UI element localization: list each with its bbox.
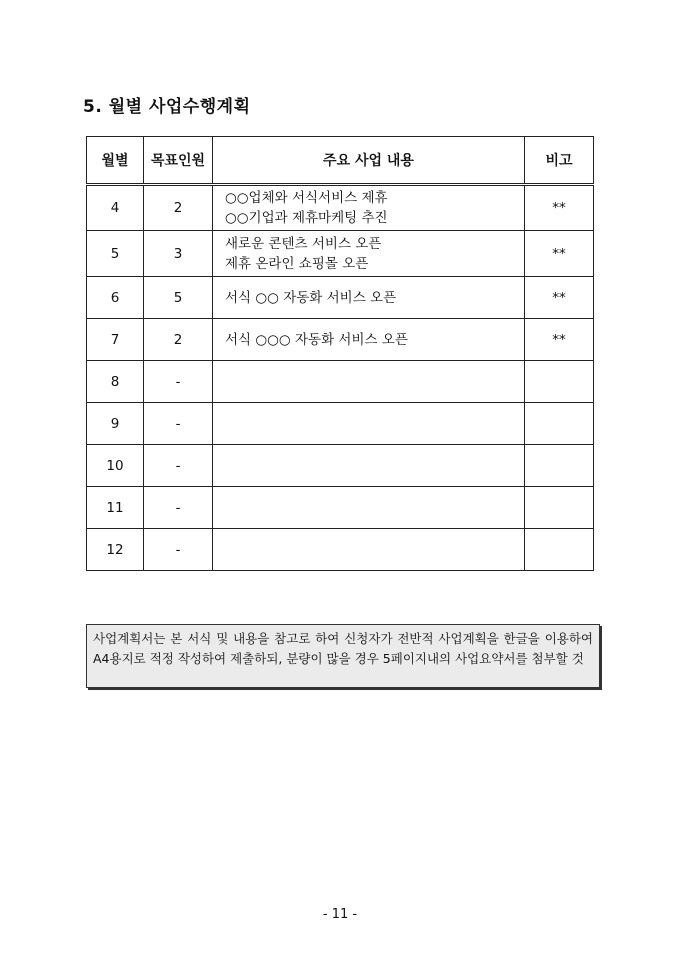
content-cell bbox=[213, 185, 525, 231]
note-cell: ** bbox=[525, 277, 594, 319]
note-cell bbox=[525, 487, 594, 529]
target-cell: - bbox=[144, 445, 213, 487]
content-line: 제휴 온라인 쇼핑몰 오픈 bbox=[225, 255, 369, 272]
month-cell: 9 bbox=[87, 403, 144, 445]
section-title: 5. 월별 사업수행계획 bbox=[83, 97, 251, 117]
target-cell: - bbox=[144, 403, 213, 445]
month-cell: 6 bbox=[87, 277, 144, 319]
content-cell bbox=[213, 319, 525, 361]
table-row bbox=[87, 487, 594, 529]
table-row bbox=[87, 529, 594, 571]
content-cell bbox=[213, 277, 525, 319]
content-line: 서식 ○○○ 자동화 서비스 오픈 bbox=[225, 331, 408, 348]
target-cell: - bbox=[144, 487, 213, 529]
target-cell: 2 bbox=[144, 319, 213, 361]
month-cell: 5 bbox=[87, 231, 144, 277]
header-target: 목표인원 bbox=[144, 137, 213, 185]
table-row bbox=[87, 277, 594, 319]
header-month: 월별 bbox=[87, 137, 144, 185]
table-row bbox=[87, 185, 594, 231]
header-content: 주요 사업 내용 bbox=[213, 137, 525, 185]
note-cell bbox=[525, 529, 594, 571]
content-line: 서식 ○○ 자동화 서비스 오픈 bbox=[225, 289, 397, 306]
target-cell: 2 bbox=[144, 185, 213, 231]
table-row bbox=[87, 403, 594, 445]
table-header-row bbox=[87, 137, 594, 185]
month-cell: 7 bbox=[87, 319, 144, 361]
content-cell bbox=[213, 445, 525, 487]
content-line: ○○업체와 서식서비스 제휴 bbox=[225, 190, 388, 206]
content-cell bbox=[213, 529, 525, 571]
note-cell: ** bbox=[525, 185, 594, 231]
header-note: 비고 bbox=[525, 137, 594, 185]
month-cell: 8 bbox=[87, 361, 144, 403]
page-number: - 11 - bbox=[322, 907, 358, 922]
table-row bbox=[87, 445, 594, 487]
month-cell: 4 bbox=[87, 185, 144, 231]
month-cell: 11 bbox=[87, 487, 144, 529]
table-row bbox=[87, 231, 594, 277]
month-cell: 12 bbox=[87, 529, 144, 571]
target-cell: 5 bbox=[144, 277, 213, 319]
instruction-note: 사업계획서는 본 서식 및 내용을 참고로 하여 신청자가 전반적 사업계획을 한글을 이용하여 A4용지로 적정 작성하여 제출하되, 분량이 많을 경우 5페이지내의 사업요약서를 첨부할 것 bbox=[86, 624, 600, 688]
content-cell bbox=[213, 361, 525, 403]
note-cell bbox=[525, 445, 594, 487]
month-cell: 10 bbox=[87, 445, 144, 487]
monthly-plan-table bbox=[86, 136, 594, 571]
content-line: ○○기업과 제휴마케팅 추진 bbox=[225, 210, 388, 226]
table-row bbox=[87, 361, 594, 403]
content-cell bbox=[213, 231, 525, 277]
content-cell bbox=[213, 403, 525, 445]
table-row bbox=[87, 319, 594, 361]
note-cell bbox=[525, 403, 594, 445]
note-cell: ** bbox=[525, 319, 594, 361]
note-cell: ** bbox=[525, 231, 594, 277]
target-cell: - bbox=[144, 361, 213, 403]
content-cell bbox=[213, 487, 525, 529]
target-cell: - bbox=[144, 529, 213, 571]
content-line: 새로운 콘텐츠 서비스 오픈 bbox=[225, 235, 382, 252]
note-cell bbox=[525, 361, 594, 403]
target-cell: 3 bbox=[144, 231, 213, 277]
